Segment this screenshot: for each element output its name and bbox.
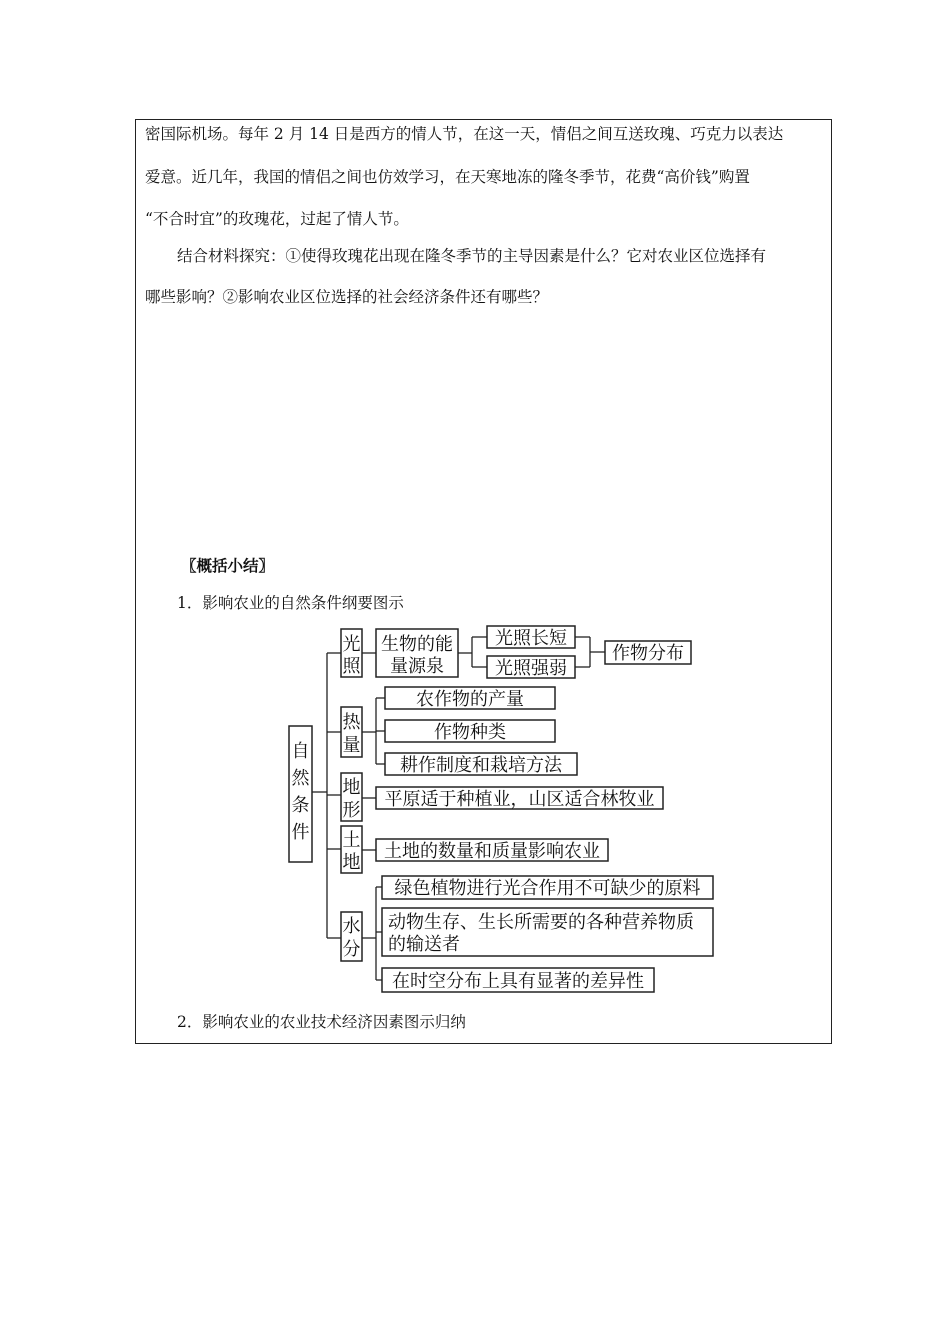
passage-line-3: “不合时宜”的玫瑰花，过起了情人节。: [145, 210, 409, 228]
light-duration: 光照长短: [495, 628, 567, 649]
summary-item-1: 1．影响农业的自然条件纲要图示: [177, 594, 404, 612]
light-source-line-2: 量源泉: [390, 656, 444, 677]
passage-line-4: 结合材料探究：①使得玫瑰花出现在隆冬季节的主导因素是什么？它对农业区位选择有: [177, 247, 767, 265]
water-group: [341, 876, 713, 992]
passage-line-1: 密国际机场。每年 2 月 14 日是西方的情人节，在这一天，情侣之间互送玫瑰、巧克力以表达: [145, 125, 784, 143]
root-char-3: 条: [291, 795, 310, 816]
heat-item-1: 农作物的产量: [416, 689, 524, 710]
terrain-label-1: 地: [342, 777, 361, 798]
water-item-3: 在时空分布上具有显著的差异性: [392, 971, 644, 992]
water-item-2-line-2: 的输送者: [388, 934, 460, 955]
passage-line-5: 哪些影响？②影响农业区位选择的社会经济条件还有哪些？: [145, 288, 549, 306]
terrain-group: [341, 773, 663, 821]
water-label-2: 分: [342, 939, 361, 960]
heat-item-2: 作物种类: [434, 722, 506, 743]
summary-heading: 〖概括小结〗: [181, 556, 275, 575]
summary-item-2: 2．影响农业的农业技术经济因素图示归纳: [177, 1013, 466, 1031]
land-label-1: 土: [342, 830, 361, 851]
water-label-1: 水: [342, 916, 361, 937]
root-char-2: 然: [291, 768, 310, 789]
light-label-2: 照: [342, 656, 361, 677]
root-box: [289, 726, 312, 862]
light-label-1: 光: [342, 634, 361, 655]
land-label-2: 地: [342, 852, 361, 873]
root-char-1: 自: [291, 741, 310, 762]
root-char-4: 件: [291, 822, 310, 843]
light-group: [341, 626, 691, 679]
land-item: 土地的数量和质量影响农业: [384, 841, 600, 862]
water-item-2-line-1: 动物生存、生长所需要的各种营养物质: [388, 912, 694, 933]
water-item-1: 绿色植物进行光合作用不可缺少的原料: [394, 878, 701, 899]
terrain-item: 平原适于种植业，山区适合林牧业: [384, 789, 655, 810]
light-result: 作物分布: [612, 643, 684, 664]
land-group: [341, 826, 608, 873]
light-intensity: 光照强弱: [495, 658, 567, 679]
heat-label-1: 热: [342, 712, 361, 733]
terrain-label-2: 形: [342, 800, 361, 821]
heat-item-3: 耕作制度和栽培方法: [400, 755, 562, 776]
passage-line-2: 爱意。近几年，我国的情侣之间也仿效学习，在天寒地冻的隆冬季节，花费“高价钱”购置: [145, 168, 750, 186]
heat-label-2: 量: [342, 735, 361, 756]
light-source-line-1: 生物的能: [381, 634, 453, 655]
